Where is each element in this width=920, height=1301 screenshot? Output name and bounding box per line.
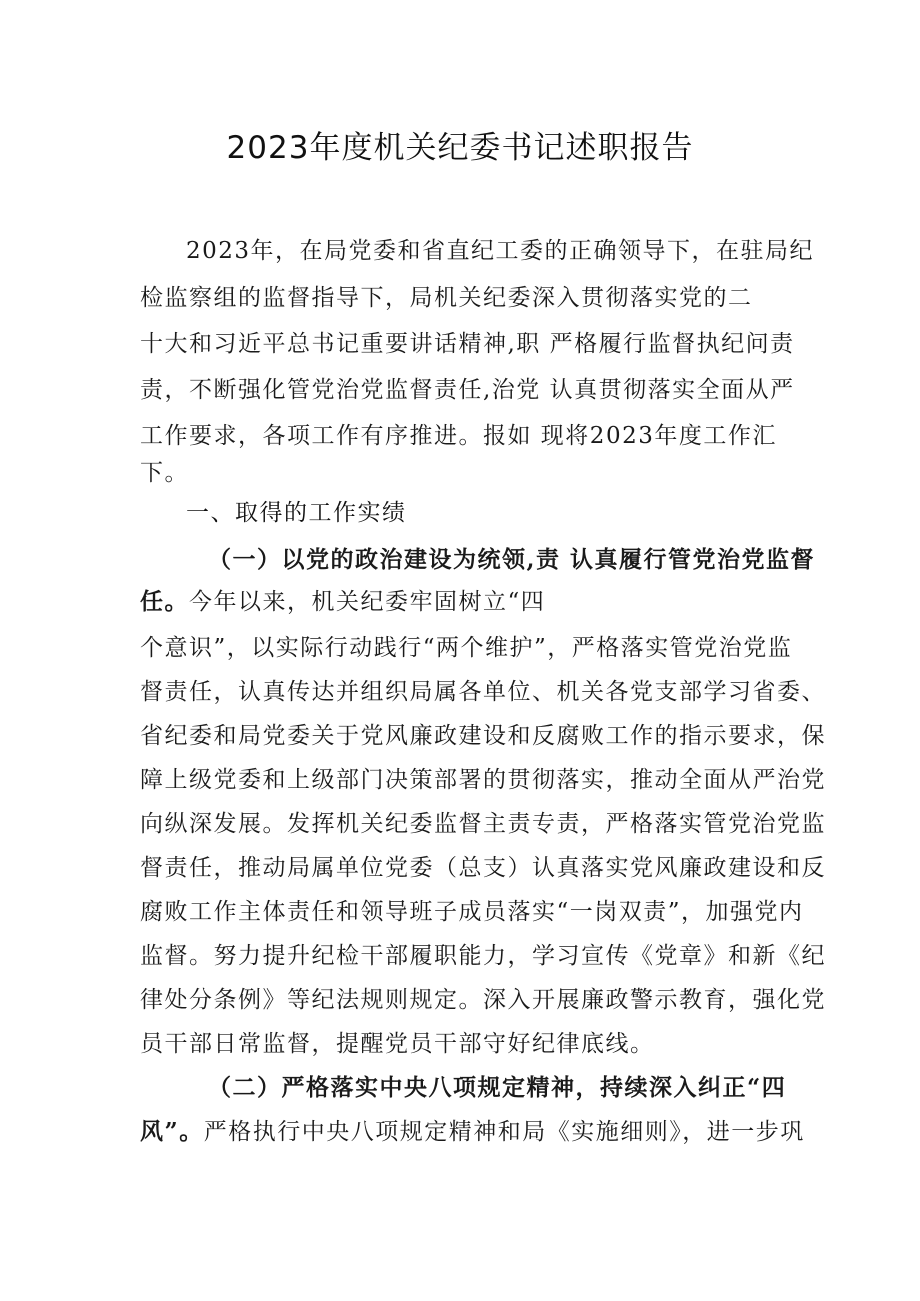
subsection-1-body-line: 省纪委和局党委关于党风廉政建设和反腐败工作的指示要求，保: [140, 723, 826, 749]
subsection-2-line-2: [140, 1113, 805, 1146]
subsection-1-body-line: 督责任，推动局属单位党委（总支）认真落实党风廉政建设和反: [140, 855, 826, 881]
subsection-1-line-2-text: 今年以来，机关纪委牢固树立“四: [189, 589, 546, 615]
intro-line-3: 十大和习近平总书记重要讲话精神,职 严格履行监督执纪问责: [140, 331, 795, 357]
subsection-1-body-line: 员干部日常监督，提醒党员干部守好纪律底线。: [140, 1031, 655, 1057]
intro-line-4: 责，不断强化管党治党监督责任,治党 认真贯彻落实全面从严: [140, 377, 795, 403]
subsection-1-body-line: 监督。努力提升纪检干部履职能力，学习宣传《党章》和新《纪: [140, 943, 826, 969]
intro-line-6: 下。: [140, 460, 189, 486]
intro-line-2: 检监察组的监督指导下，局机关纪委深入贯彻落实党的二: [140, 285, 753, 311]
section-heading: 一、取得的工作实绩: [186, 500, 407, 526]
subsection-1-body-line: 向纵深发展。发挥机关纪委监督主责专责，严格落实管党治党监: [140, 811, 826, 837]
subsection-2-line-2-text: 严格执行中央八项规定精神和局《实施细则》，进一步巩: [203, 1119, 805, 1145]
intro-line-1: 2023年，在局党委和省直纪工委的正确领导下，在驻局纪: [186, 238, 815, 264]
subsection-1-line-2: [140, 583, 545, 616]
subsection-2-heading-end: 风”。: [140, 1118, 204, 1145]
document-title: 2023年度机关纪委书记述职报告: [226, 130, 694, 166]
subsection-1-body-line: 督责任，认真传达并组织局属各单位、机关各党支部学习省委、: [140, 679, 826, 705]
subsection-1-body-line: 个意识”，以实际行动践行“两个维护”，严格落实管党治党监: [140, 635, 793, 661]
subsection-2-heading: （二）严格落实中央八项规定精神，持续深入纠正“四: [208, 1074, 787, 1101]
subsection-1-body-line: 律处分条例》等纪法规则规定。深入开展廉政警示教育，强化党: [140, 987, 826, 1013]
subsection-1-heading-end: 任。: [140, 588, 189, 615]
subsection-1-body-line: 腐败工作主体责任和领导班子成员落实“一岗双责”，加强党内: [140, 899, 804, 925]
subsection-1-heading: （一）以党的政治建设为统领,责 认真履行管党治党监督: [208, 546, 816, 573]
intro-line-5: 工作要求，各项工作有序推进。报如 现将2023年度工作汇: [140, 423, 777, 449]
subsection-1-body-line: 障上级党委和上级部门决策部署的贯彻落实，推动全面从严治党: [140, 767, 826, 793]
